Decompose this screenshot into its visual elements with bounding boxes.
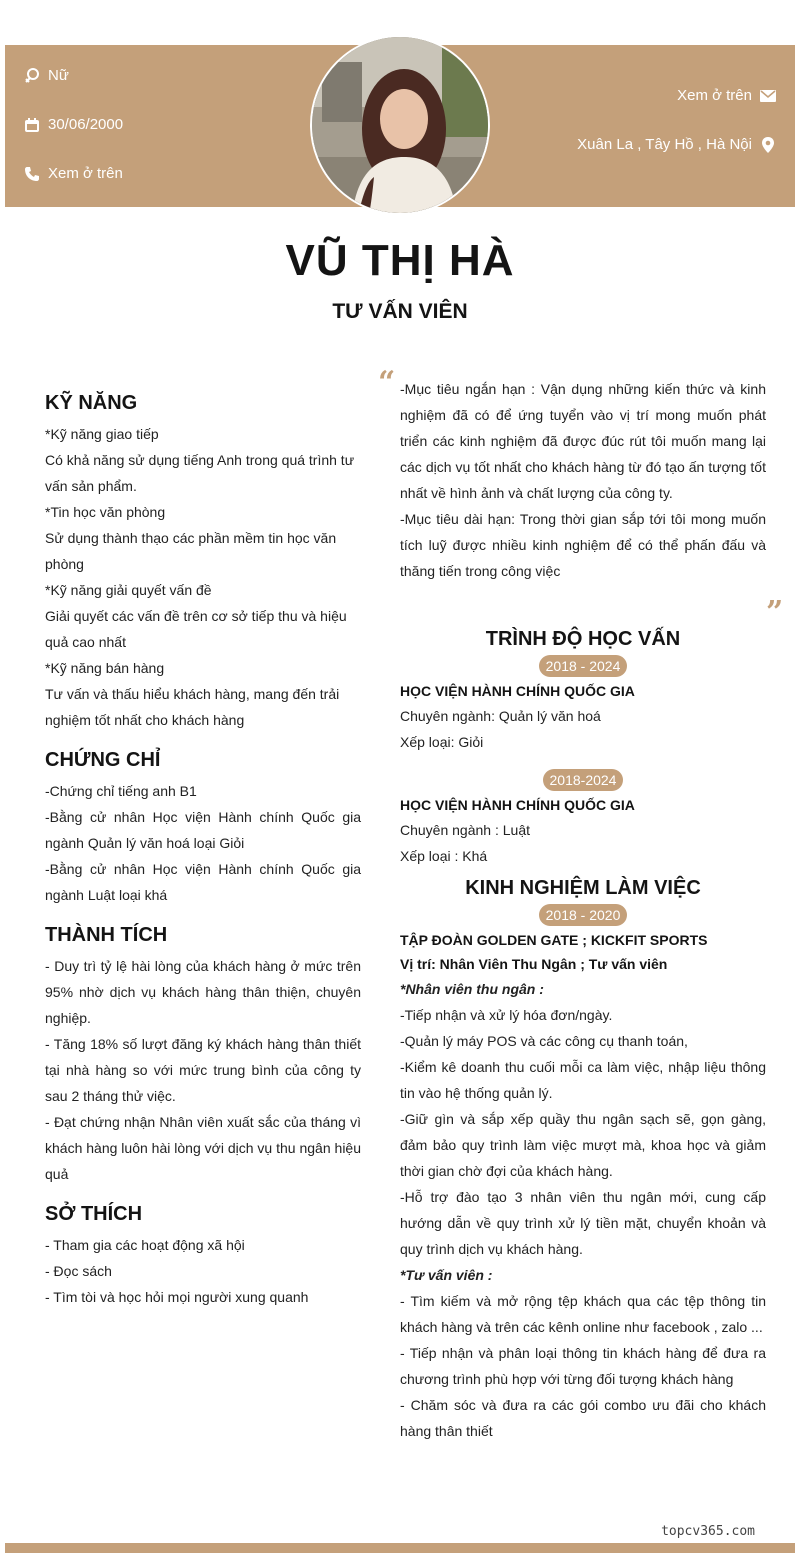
skills-section — [45, 392, 361, 733]
certificate-line: -Bằng cử nhân Học viện Hành chính Quốc gia ngành Quản lý văn hoá loại Giỏi — [45, 809, 361, 851]
location-pin-icon — [760, 137, 776, 153]
education-school: HỌC VIỆN HÀNH CHÍNH QUỐC GIA — [400, 797, 635, 813]
objective-section — [400, 376, 766, 584]
skill-line: *Tin học văn phòng — [45, 504, 166, 520]
hobby-line: - Tham gia các hoạt động xã hội — [45, 1237, 245, 1253]
achievements-title: THÀNH TÍCH — [45, 924, 168, 946]
objective-line: -Mục tiêu dài hạn: Trong thời gian sắp tới tôi mong muốn tích luỹ được nhiều kinh nghiệm để có thể phấn đấu và thăng tiến trong công việc — [400, 511, 766, 579]
objective-line: -Mục tiêu ngắn hạn : Vận dụng những kiến thức và kinh nghiệm đã có để ứng tuyển vào vị trí mong muốn phát triển các kinh nghiệm đã được đúc rút tôi muốn mang lại các dịch vụ tốt nhất cho khách hàng từ đó tạo ấn tượng tốt nhất về hình ảnh và chất lượng của công ty. — [400, 381, 766, 501]
achievement-line: - Tăng 18% số lượt đăng ký khách hàng thân thiết tại nhà hàng so với mức trung bình của công ty sau 2 tháng thử việc. — [45, 1036, 361, 1104]
experience-company: TẬP ĐOÀN GOLDEN GATE ; KICKFIT SPORTS — [400, 932, 708, 948]
gender-icon — [24, 68, 40, 84]
candidate-role: TƯ VẤN VIÊN — [332, 300, 468, 323]
candidate-name: VŨ THỊ HÀ — [285, 236, 515, 285]
skill-line: Giải quyết các vấn đề trên cơ sở tiếp thu và hiệu quả cao nhất — [45, 608, 347, 650]
certificates-title: CHỨNG CHỈ — [45, 749, 161, 771]
right-column — [400, 376, 766, 1444]
skill-line: *Kỹ năng giao tiếp — [45, 426, 159, 442]
education-major: Chuyên ngành: Quản lý văn hoá — [400, 708, 601, 724]
skill-line: *Kỹ năng giải quyết vấn đề — [45, 582, 212, 598]
skill-line: Có khả năng sử dụng tiếng Anh trong quá trình tư vấn sản phẩm. — [45, 452, 355, 494]
education-school: HỌC VIỆN HÀNH CHÍNH QUỐC GIA — [400, 683, 635, 699]
gender-text: Nữ — [48, 67, 69, 84]
cashier-duty: -Tiếp nhận và xử lý hóa đơn/ngày. — [400, 1007, 613, 1023]
email-info — [677, 87, 776, 104]
education-period-badge: 2018 - 2024 — [539, 655, 628, 677]
email-icon — [760, 88, 776, 104]
education-title: TRÌNH ĐỘ HỌC VẤN — [485, 628, 681, 650]
watermark: topcv365.com — [661, 1524, 755, 1539]
email-text: Xem ở trên — [677, 87, 752, 104]
phone-info — [24, 165, 123, 182]
education-section — [400, 628, 766, 869]
consultant-duty: - Tìm kiếm và mở rộng tệp khách qua các tệp thông tin khách hàng và trên các kênh online như facebook , zalo ... — [400, 1293, 766, 1335]
skill-line: Sử dụng thành thạo các phần mềm tin học văn phòng — [45, 530, 337, 572]
certificates-section — [45, 749, 361, 908]
calendar-icon — [24, 117, 40, 133]
experience-period-badge: 2018 - 2020 — [539, 904, 628, 926]
hobbies-title: SỞ THÍCH — [45, 1203, 143, 1225]
footer-band — [5, 1543, 795, 1553]
birthdate-info — [24, 116, 123, 133]
skill-line: *Kỹ năng bán hàng — [45, 660, 165, 676]
consultant-duty: - Chăm sóc và đưa ra các gói combo ưu đãi cho khách hàng thân thiết — [400, 1397, 766, 1439]
hobbies-section — [45, 1203, 361, 1310]
education-item — [400, 655, 766, 755]
open-quote-icon: “ — [378, 365, 396, 400]
cashier-duty: -Quản lý máy POS và các công cụ thanh toán, — [400, 1033, 688, 1049]
education-period-badge: 2018-2024 — [543, 769, 624, 791]
experience-title: KINH NGHIỆM LÀM VIỆC — [465, 877, 701, 899]
close-quote-icon: ” — [766, 595, 784, 630]
left-column — [45, 392, 361, 1310]
phone-text: Xem ở trên — [48, 165, 123, 182]
consultant-duty: - Tiếp nhận và phân loại thông tin khách hàng để đưa ra chương trình phù hợp với từng đối tượng khách hàng — [400, 1345, 766, 1387]
achievements-section — [45, 924, 361, 1187]
experience-position: Vị trí: Nhân Viên Thu Ngân ; Tư vấn viên — [400, 956, 668, 972]
cashier-heading: *Nhân viên thu ngân : — [400, 981, 544, 997]
address-info — [577, 136, 776, 153]
skill-line: Tư vấn và thấu hiểu khách hàng, mang đến trải nghiệm tốt nhất cho khách hàng — [45, 686, 340, 728]
skills-title: KỸ NĂNG — [45, 392, 138, 414]
gender-info — [24, 67, 69, 84]
cashier-duty: -Kiểm kê doanh thu cuối mỗi ca làm việc, nhập liệu thông tin vào hệ thống quản lý. — [400, 1059, 766, 1101]
certificate-line: -Bằng cử nhân Học viện Hành chính Quốc gia ngành Luật loại khá — [45, 861, 361, 903]
experience-section — [400, 877, 766, 1444]
education-item — [400, 769, 766, 869]
cashier-duty: -Hỗ trợ đào tạo 3 nhân viên thu ngân mới, cung cấp hướng dẫn về quy trình xử lý tiền mặt, chuyển khoản và quy trình dịch vụ khách hàng. — [400, 1189, 766, 1257]
hobby-line: - Tìm tòi và học hỏi mọi người xung quanh — [45, 1289, 309, 1305]
certificate-line: -Chứng chỉ tiếng anh B1 — [45, 783, 197, 799]
education-grade: Xếp loại: Giỏi — [400, 734, 484, 750]
cashier-duty: -Giữ gìn và sắp xếp quầy thu ngân sạch sẽ, gọn gàng, đảm bảo quy trình làm việc mượt mà, khoa học và giảm thời gian chờ đợi của khách hàng. — [400, 1111, 766, 1179]
consultant-heading: *Tư vấn viên : — [400, 1267, 493, 1283]
birthdate-text: 30/06/2000 — [48, 116, 124, 133]
address-text: Xuân La , Tây Hồ , Hà Nội — [577, 136, 752, 153]
education-grade: Xếp loại : Khá — [400, 848, 488, 864]
achievement-line: - Duy trì tỷ lệ hài lòng của khách hàng ở mức trên 95% nhờ dịch vụ khách hàng thân thiện, chuyên nghiệp. — [45, 958, 361, 1026]
achievement-line: - Đạt chứng nhận Nhân viên xuất sắc của tháng vì khách hàng luôn hài lòng với dịch vụ thu ngân hiệu quả — [45, 1114, 361, 1182]
phone-icon — [24, 166, 40, 182]
education-major: Chuyên ngành : Luật — [400, 822, 530, 838]
hobby-line: - Đọc sách — [45, 1263, 112, 1279]
avatar-photo — [312, 37, 490, 215]
avatar — [310, 35, 490, 215]
